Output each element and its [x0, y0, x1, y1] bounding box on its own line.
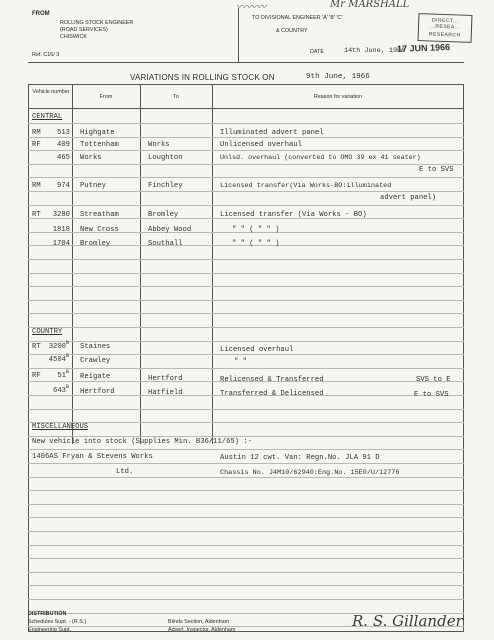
misc-line-1: New vehicle into stock (Supplies Min. B36/11/65) :-: [32, 438, 252, 446]
ruled-line: [28, 150, 464, 151]
distribution-line-2: Engineering Supt.: [28, 627, 71, 633]
reason-text: advert panel): [380, 194, 437, 202]
from-depot: Streatham: [80, 211, 119, 219]
vehicle-superscript: B: [66, 369, 70, 375]
column-divider-to: [212, 84, 213, 444]
distribution-line-1: Schedules Supt. - (R.S.): [28, 619, 87, 625]
vehicle-number: 3280: [52, 211, 70, 219]
from-depot: Bromley: [80, 240, 111, 248]
column-divider-from: [140, 84, 141, 444]
column-header-reason: Reason for variation: [313, 94, 363, 100]
reason-text: Unlicensed overhaul: [220, 141, 302, 149]
vehicle-superscript: B: [66, 340, 70, 346]
vehicle-number: 1704: [52, 240, 70, 248]
ruled-line: [28, 259, 464, 260]
ruled-line: [28, 558, 464, 559]
to-depot: Abbey Wood: [148, 226, 192, 234]
reason-text: Licensed overhaul: [220, 346, 294, 354]
ruled-line: [28, 164, 464, 165]
vehicle-prefix: RM: [32, 182, 41, 190]
from-line-1: ROLLING STOCK ENGINEER: [60, 20, 134, 26]
from-depot: New Cross: [80, 226, 119, 234]
to-depot: Hertford: [148, 375, 183, 383]
vehicle-prefix: RT: [32, 211, 41, 219]
stamp-date: 17 JUN 1966: [396, 42, 451, 54]
date-label: DATE: [310, 49, 324, 55]
reason-text: Relicensed & Transferred: [220, 376, 324, 384]
to-line-2: & COUNTRY: [276, 28, 308, 34]
stamp-line-2: RESEARCH: [428, 31, 461, 39]
reason-text: Licensed transfer (Via Works - BO): [220, 211, 367, 219]
received-stamp: [418, 13, 473, 43]
reason-text: E to SVS: [419, 166, 454, 174]
vehicle-prefix: RM: [32, 129, 41, 137]
from-depot: Staines: [80, 343, 111, 351]
reason-note: SVS to E: [416, 376, 451, 384]
misc-line-2a: 1406AS Fryan & Stevens Works: [32, 453, 153, 461]
ruled-line: [28, 205, 464, 206]
ruled-line: [28, 177, 464, 178]
title-date: 9th June, 1966: [306, 73, 370, 81]
from-depot: Reigate: [80, 373, 111, 381]
section-country: COUNTRY: [32, 328, 63, 336]
ruled-line: [28, 599, 464, 600]
misc-line-3b: Chassis No. J4M10/62940:Eng.No. 15E0/U/12776: [220, 469, 400, 477]
distribution-line-4: Advert. Inspector, Aldenham: [168, 627, 236, 633]
document-title: VARIATIONS IN ROLLING STOCK ON: [130, 73, 275, 82]
from-line-2: (ROAD SERVICES): [60, 27, 108, 33]
misc-line-2b: Austin 12 cwt. Van: Regn.No. JLA 91 D: [220, 454, 380, 462]
table-header-rule: [28, 108, 464, 109]
reason-text: " " ( " " ): [232, 240, 280, 248]
ruled-line: [28, 585, 464, 586]
to-depot: Hatfield: [148, 389, 183, 397]
vehicle-superscript: B: [66, 384, 70, 390]
reason-text: " ": [234, 358, 247, 366]
vehicle-prefix: RF: [32, 372, 41, 380]
column-divider-vehicle: [72, 84, 73, 444]
vehicle-prefix: RT: [32, 343, 41, 351]
ruled-line: [28, 531, 464, 532]
vehicle-number: 4504: [48, 356, 66, 364]
ruled-line: [28, 477, 464, 478]
ruled-line: [28, 517, 464, 518]
from-depot: Tottenham: [80, 141, 119, 149]
from-depot: Crawley: [80, 357, 111, 365]
vehicle-superscript: B: [66, 353, 70, 359]
vehicle-number: 974: [57, 182, 70, 190]
vehicle-number: 51: [57, 372, 66, 380]
distribution-line-3: Blinds Section, Aldenham: [168, 619, 230, 625]
vehicle-number: 3200: [48, 343, 66, 351]
reason-text: Unlsd. overhaul (converted to OMO 39 ex 41 seater): [220, 154, 421, 162]
header-divider: [238, 8, 239, 62]
to-line: TO DIVISIONAL ENGINEER 'A' 'B' 'C': [252, 15, 343, 21]
distribution-label: DISTRIBUTION: [28, 611, 67, 617]
ruled-line: [28, 273, 464, 274]
column-header-from: From: [99, 94, 113, 100]
ruled-line: [28, 354, 464, 355]
ruled-line: [28, 368, 464, 369]
vehicle-number: 643: [53, 387, 66, 395]
vehicle-number: 513: [57, 129, 70, 137]
from-depot: Hertford: [80, 388, 115, 396]
misc-line-3a: Ltd.: [116, 468, 134, 476]
ruled-line: [28, 409, 464, 410]
vehicle-prefix: RF: [32, 141, 41, 149]
ruled-line: [28, 327, 464, 328]
header-bottom-rule: [28, 62, 464, 63]
reason-text: " " ( " " ): [232, 226, 280, 234]
from-depot: Highgate: [80, 129, 115, 137]
ruled-line: [28, 504, 464, 505]
ruled-line: [28, 436, 464, 437]
reason-note: E to SVS: [414, 391, 449, 399]
vehicle-number: 465: [57, 154, 70, 162]
ruled-line: [28, 545, 464, 546]
from-line-3: CHISWICK: [60, 34, 87, 40]
ruled-line: [28, 300, 464, 301]
vehicle-number: 409: [57, 141, 70, 149]
ruled-line: [28, 449, 464, 450]
to-depot: Works: [148, 141, 170, 149]
ruled-line: [28, 422, 464, 423]
reason-text: Illuminated advert panel: [220, 129, 324, 137]
ruled-line: [28, 463, 464, 464]
reason-text: Licensed transfer(Via Works-BO:illuminated: [220, 182, 392, 190]
to-depot: Finchley: [148, 182, 183, 190]
column-header-to: To: [173, 94, 179, 100]
ruled-line: [28, 313, 464, 314]
date-value: 14th June, 1966: [344, 47, 406, 55]
from-depot: Works: [80, 154, 102, 162]
stamp-line-1: DIRECT... ...RESEA...: [429, 17, 461, 31]
reference-number: Ref. C16/ 3: [32, 52, 60, 58]
section-miscellaneous: MISCELLANEOUS: [32, 423, 89, 431]
column-header-vehicle: Vehicle number: [32, 89, 70, 95]
handwritten-scribble-icon: 〰〰〰: [236, 2, 266, 13]
ruled-line: [28, 123, 464, 124]
ruled-line: [28, 341, 464, 342]
ruled-line: [28, 191, 464, 192]
vehicle-number: 1818: [52, 226, 70, 234]
ruled-line: [28, 490, 464, 491]
to-depot: Southall: [148, 240, 183, 248]
signature: R. S. Gillander: [352, 612, 463, 630]
to-depot: Loughton: [148, 154, 183, 162]
reason-text: Transferred & Delicensed: [220, 390, 324, 398]
from-depot: Putney: [80, 182, 106, 190]
ruled-line: [28, 286, 464, 287]
to-depot: Bromley: [148, 211, 179, 219]
handwritten-recipient: Mr MARSHALL: [330, 0, 410, 10]
ruled-line: [28, 137, 464, 138]
section-central: CENTRAL: [32, 113, 63, 121]
ruled-line: [28, 572, 464, 573]
from-label: FROM: [32, 11, 50, 17]
